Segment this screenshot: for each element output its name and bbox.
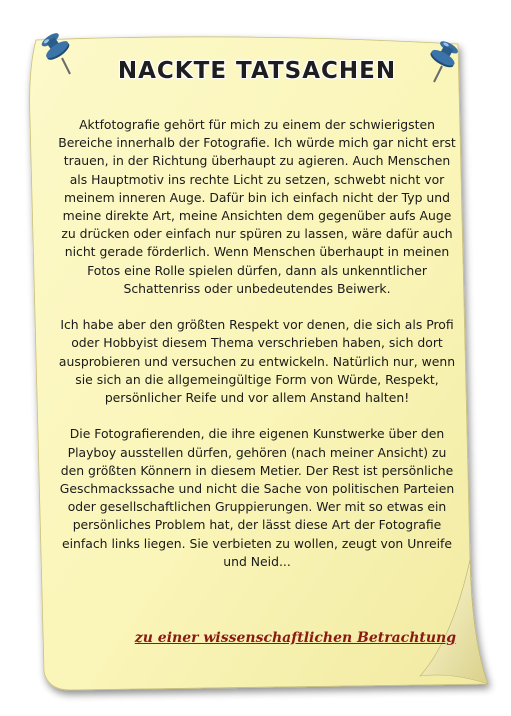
paragraph-3: Die Fotografierenden, die ihre eigenen Kunstwerke über den Playboy ausstellen dürfen, gehören (nach meiner Ansicht) zu den größten Könnern in diesem Metier. Der Rest ist persönliche Geschmackssache und nicht die Sache von politischen Parteien oder gesellschaftlichen Gruppierungen. Wer mit so etwas ein persönliches Problem hat, der lässt diese Art der Fotografie einfach links liegen. Sie verbieten zu wollen, zeugt von Unreife und Neid... (59, 426, 455, 569)
note-title: NACKTE TATSACHEN (117, 58, 397, 84)
paragraph-2: Ich habe aber den größten Respekt vor denen, die sich als Profi oder Hobbyist diesem Thema verschrieben haben, sich dort ausprobieren und versuchen zu entwickeln. Natürlich nur, wenn sie sich an die allgemeingültige Form von Würde, Respekt, persönlicher Reife und vor allem Anstand halten! (58, 317, 456, 406)
scientific-view-link[interactable]: zu einer wissenschaftlichen Betrachtung (134, 630, 456, 646)
paragraph-1: Aktfotografie gehört für mich zu einem der schwierigsten Bereiche innerhalb der Fotografie. Ich würde mich gar nicht erst trauen, in der Richtung überhaupt zu agieren. Auch Menschen als Hauptmotiv ins rechte Licht zu setzen, schwebt nicht vor meinem inneren Auge. Dafür bin ich einfach nicht der Typ und meine direkte Art, meine Ansichten dem gegenüber aufs Auge zu drücken oder einfach nur spüren zu lassen, wäre dafür auch nicht gerade förderlich. Wenn Menschen überhaupt in meinen Fotos eine Rolle spielen dürfen, dann als unkenntlicher Schattenriss oder unbedeutendes Beiwerk. (58, 117, 456, 296)
note-body (58, 116, 456, 571)
note-content (58, 52, 456, 662)
